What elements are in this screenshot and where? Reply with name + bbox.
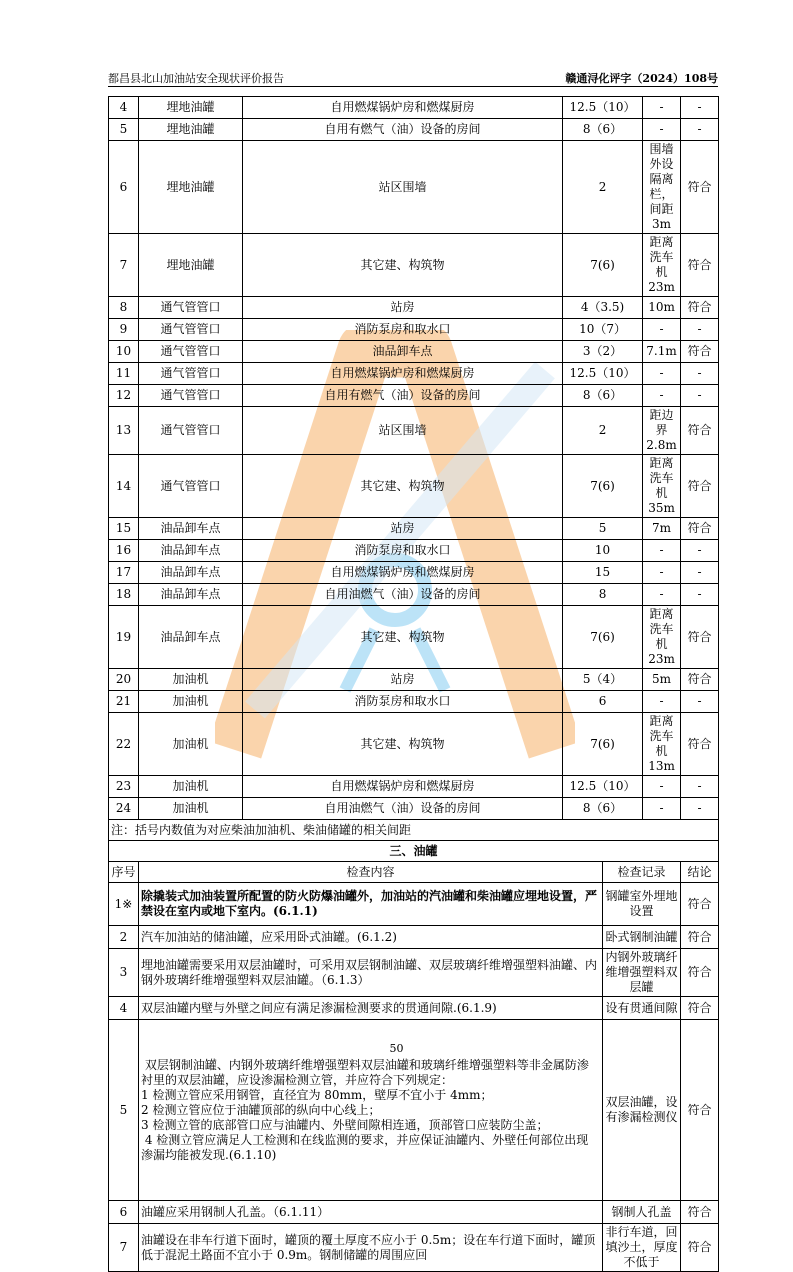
standard-distance: 6 <box>563 691 643 713</box>
target-name: 自用燃煤锅炉房和燃煤厨房 <box>243 776 563 798</box>
facility-name: 油品卸车点 <box>139 518 243 540</box>
standard-distance: 5 <box>563 518 643 540</box>
col-header-result: 结论 <box>681 862 719 883</box>
standard-distance: 10（7） <box>563 319 643 341</box>
distance-row <box>109 297 719 319</box>
check-record: 距离洗车机 23m <box>643 234 681 297</box>
standard-distance: 7(6) <box>563 606 643 669</box>
check-result: - <box>681 798 719 820</box>
target-name: 自用有燃气（油）设备的房间 <box>243 119 563 141</box>
facility-name: 加油机 <box>139 691 243 713</box>
standard-distance: 8（6） <box>563 798 643 820</box>
distance-row <box>109 407 719 455</box>
facility-name: 加油机 <box>139 713 243 776</box>
standard-distance: 8（6） <box>563 119 643 141</box>
check-content: 埋地油罐需要采用双层油罐时，可采用双层钢制油罐、双层玻璃纤维增强塑料油罐、内钢外玻璃纤维增强塑料双层油罐。（6.1.3） <box>139 949 603 997</box>
check-result: 符合 <box>681 297 719 319</box>
distance-row <box>109 584 719 606</box>
check-record: - <box>643 319 681 341</box>
target-name: 自用有燃气（油）设备的房间 <box>243 385 563 407</box>
distance-row <box>109 540 719 562</box>
col-header-record: 检查记录 <box>603 862 681 883</box>
check-record: - <box>643 584 681 606</box>
check-record: 距离洗车机 35m <box>643 455 681 518</box>
distance-row <box>109 341 719 363</box>
facility-name: 通气管管口 <box>139 385 243 407</box>
report-number: 赣通浔化评字（2024）108号 <box>565 72 718 85</box>
check-number: 2 <box>109 926 139 949</box>
check-record: - <box>643 798 681 820</box>
check-result: 符合 <box>681 997 719 1020</box>
row-number: 13 <box>109 407 139 455</box>
check-result: - <box>681 691 719 713</box>
row-number: 5 <box>109 119 139 141</box>
distance-row <box>109 798 719 820</box>
distance-row <box>109 455 719 518</box>
section-title-row <box>109 841 719 862</box>
check-row <box>109 883 719 926</box>
check-record: 5m <box>643 669 681 691</box>
check-record: 围墙外设隔离栏，间距 3m <box>643 141 681 234</box>
facility-name: 加油机 <box>139 776 243 798</box>
target-name: 其它建、构筑物 <box>243 606 563 669</box>
target-name: 自用燃煤锅炉房和燃煤厨房 <box>243 97 563 119</box>
distance-row <box>109 97 719 119</box>
check-record: 钢罐室外埋地设置 <box>603 883 681 926</box>
facility-name: 埋地油罐 <box>139 119 243 141</box>
check-record: 距离洗车机 23m <box>643 606 681 669</box>
facility-name: 油品卸车点 <box>139 540 243 562</box>
inspection-table <box>108 96 719 1272</box>
standard-distance: 12.5（10） <box>563 776 643 798</box>
target-name: 油品卸车点 <box>243 341 563 363</box>
standard-distance: 12.5（10） <box>563 97 643 119</box>
target-name: 自用燃煤锅炉房和燃煤厨房 <box>243 363 563 385</box>
target-name: 其它建、构筑物 <box>243 234 563 297</box>
check-record: - <box>643 363 681 385</box>
table-note: 注：括号内数值为对应柴油加油机、柴油储罐的相关间距 <box>109 820 719 841</box>
row-number: 4 <box>109 97 139 119</box>
distance-row <box>109 234 719 297</box>
standard-distance: 2 <box>563 141 643 234</box>
facility-name: 通气管管口 <box>139 455 243 518</box>
check-result: 符合 <box>681 926 719 949</box>
check-header-row <box>109 862 719 883</box>
distance-row <box>109 562 719 584</box>
page-header <box>108 70 718 87</box>
check-number: 5 <box>109 1020 139 1201</box>
check-result: 符合 <box>681 713 719 776</box>
check-result: 符合 <box>681 518 719 540</box>
check-table-body <box>109 862 719 1272</box>
check-record: 7.1m <box>643 341 681 363</box>
check-result: 符合 <box>681 1020 719 1201</box>
target-name: 自用油燃气（油）设备的房间 <box>243 798 563 820</box>
check-number: 4 <box>109 997 139 1020</box>
standard-distance: 4（3.5) <box>563 297 643 319</box>
check-row <box>109 1201 719 1224</box>
row-number: 24 <box>109 798 139 820</box>
check-content: 双层油罐内壁与外壁之间应有满足渗漏检测要求的贯通间隙.(6.1.9) <box>139 997 603 1020</box>
distance-row <box>109 606 719 669</box>
check-record: 10m <box>643 297 681 319</box>
check-row <box>109 1224 719 1272</box>
row-number: 15 <box>109 518 139 540</box>
check-result: 符合 <box>681 949 719 997</box>
check-result: 符合 <box>681 1224 719 1272</box>
row-number: 17 <box>109 562 139 584</box>
distance-row <box>109 776 719 798</box>
standard-distance: 10 <box>563 540 643 562</box>
distance-row <box>109 669 719 691</box>
facility-name: 通气管管口 <box>139 407 243 455</box>
standard-distance: 3（2） <box>563 341 643 363</box>
check-record: 距边界 2.8m <box>643 407 681 455</box>
check-result: 符合 <box>681 669 719 691</box>
row-number: 14 <box>109 455 139 518</box>
facility-name: 油品卸车点 <box>139 562 243 584</box>
standard-distance: 5（4） <box>563 669 643 691</box>
distance-row <box>109 713 719 776</box>
check-result: 符合 <box>681 341 719 363</box>
row-number: 6 <box>109 141 139 234</box>
facility-name: 加油机 <box>139 798 243 820</box>
distance-row <box>109 518 719 540</box>
target-name: 自用油燃气（油）设备的房间 <box>243 584 563 606</box>
distance-table-body <box>109 97 719 862</box>
distance-row <box>109 363 719 385</box>
row-number: 11 <box>109 363 139 385</box>
check-record: - <box>643 562 681 584</box>
check-record: 非行车道，回填沙土，厚度不低于 <box>603 1224 681 1272</box>
section-title: 三、油罐 <box>109 841 719 862</box>
distance-row <box>109 385 719 407</box>
check-result: - <box>681 119 719 141</box>
check-result: 符合 <box>681 883 719 926</box>
facility-name: 通气管管口 <box>139 341 243 363</box>
target-name: 站房 <box>243 669 563 691</box>
check-result: - <box>681 540 719 562</box>
check-number: 7 <box>109 1224 139 1272</box>
check-record: - <box>643 119 681 141</box>
target-name: 站房 <box>243 518 563 540</box>
target-name: 其它建、构筑物 <box>243 713 563 776</box>
check-record: 钢制人孔盖 <box>603 1201 681 1224</box>
check-record: - <box>643 776 681 798</box>
check-result: - <box>681 363 719 385</box>
facility-name: 通气管管口 <box>139 363 243 385</box>
check-result: - <box>681 97 719 119</box>
check-record: - <box>643 540 681 562</box>
report-title: 都昌县北山加油站安全现状评价报告 <box>108 72 284 85</box>
standard-distance: 7(6) <box>563 234 643 297</box>
check-result: 符合 <box>681 1201 719 1224</box>
check-content: 双层钢制油罐、内钢外玻璃纤维增强塑料双层油罐和玻璃纤维增强塑料等非金属防渗衬里的双层油罐，应设渗漏检测立管，并应符合下列规定： 1 检测立管应采用钢管，直径宜为 80mm，壁厚不宜小于 4mm； 2 检测立管应位于油罐顶部的纵向中心线上； 3 检测立管的底部管口应与油罐内、外壁间隙相连通，顶部管口应装防尘盖； 4 检测立管应满足人工检测和在线监测的要求，并应保证油罐内、外壁任何部位出现渗漏均能被发现.(6.1.10) <box>139 1020 603 1201</box>
check-record: - <box>643 385 681 407</box>
col-header-content: 检查内容 <box>139 862 603 883</box>
check-row <box>109 949 719 997</box>
facility-name: 埋地油罐 <box>139 97 243 119</box>
note-row <box>109 820 719 841</box>
check-record: 距离洗车机 13m <box>643 713 681 776</box>
check-record: 卧式钢制油罐 <box>603 926 681 949</box>
row-number: 9 <box>109 319 139 341</box>
standard-distance: 8 <box>563 584 643 606</box>
target-name: 消防泵房和取水口 <box>243 319 563 341</box>
distance-row <box>109 141 719 234</box>
row-number: 12 <box>109 385 139 407</box>
row-number: 23 <box>109 776 139 798</box>
facility-name: 埋地油罐 <box>139 141 243 234</box>
check-record: - <box>643 97 681 119</box>
row-number: 18 <box>109 584 139 606</box>
check-record: 设有贯通间隙 <box>603 997 681 1020</box>
check-content: 油罐设在非车行道下面时，罐顶的覆土厚度不应小于 0.5m；设在车行道下面时，罐顶低于混泥土路面不宜小于 0.9m。钢制储罐的周围应回 <box>139 1224 603 1272</box>
row-number: 7 <box>109 234 139 297</box>
standard-distance: 8（6） <box>563 385 643 407</box>
distance-row <box>109 119 719 141</box>
row-number: 20 <box>109 669 139 691</box>
check-number: 1※ <box>109 883 139 926</box>
check-result: - <box>681 584 719 606</box>
facility-name: 油品卸车点 <box>139 606 243 669</box>
check-result: - <box>681 562 719 584</box>
target-name: 站房 <box>243 297 563 319</box>
row-number: 16 <box>109 540 139 562</box>
check-number: 3 <box>109 949 139 997</box>
row-number: 21 <box>109 691 139 713</box>
page-number: 50 <box>389 1042 404 1055</box>
distance-row <box>109 319 719 341</box>
check-number: 6 <box>109 1201 139 1224</box>
check-record: 7m <box>643 518 681 540</box>
row-number: 19 <box>109 606 139 669</box>
facility-name: 通气管管口 <box>139 297 243 319</box>
check-content: 油罐应采用钢制人孔盖。（6.1.11） <box>139 1201 603 1224</box>
check-result: - <box>681 319 719 341</box>
facility-name: 油品卸车点 <box>139 584 243 606</box>
check-row <box>109 997 719 1020</box>
standard-distance: 2 <box>563 407 643 455</box>
standard-distance: 15 <box>563 562 643 584</box>
facility-name: 通气管管口 <box>139 319 243 341</box>
target-name: 消防泵房和取水口 <box>243 540 563 562</box>
check-record: - <box>643 691 681 713</box>
standard-distance: 7(6) <box>563 713 643 776</box>
target-name: 其它建、构筑物 <box>243 455 563 518</box>
check-row <box>109 926 719 949</box>
check-result: - <box>681 385 719 407</box>
check-result: 符合 <box>681 606 719 669</box>
col-header-no: 序号 <box>109 862 139 883</box>
check-result: 符合 <box>681 141 719 234</box>
check-record: 双层油罐，设有渗漏检测仪 <box>603 1020 681 1201</box>
check-result: 符合 <box>681 234 719 297</box>
target-name: 自用燃煤锅炉房和燃煤厨房 <box>243 562 563 584</box>
check-record: 内钢外玻璃纤维增强塑料双层罐 <box>603 949 681 997</box>
row-number: 10 <box>109 341 139 363</box>
target-name: 消防泵房和取水口 <box>243 691 563 713</box>
facility-name: 加油机 <box>139 669 243 691</box>
row-number: 22 <box>109 713 139 776</box>
check-result: 符合 <box>681 455 719 518</box>
standard-distance: 7(6) <box>563 455 643 518</box>
check-content: 汽车加油站的储油罐，应采用卧式油罐。(6.1.2) <box>139 926 603 949</box>
row-number: 8 <box>109 297 139 319</box>
standard-distance: 12.5（10） <box>563 363 643 385</box>
target-name: 站区围墙 <box>243 407 563 455</box>
check-content: 除撬装式加油装置所配置的防火防爆油罐外，加油站的汽油罐和柴油罐应埋地设置，严禁设在室内或地下室内。(6.1.1) <box>139 883 603 926</box>
distance-row <box>109 691 719 713</box>
check-result: - <box>681 776 719 798</box>
check-result: 符合 <box>681 407 719 455</box>
facility-name: 埋地油罐 <box>139 234 243 297</box>
target-name: 站区围墙 <box>243 141 563 234</box>
